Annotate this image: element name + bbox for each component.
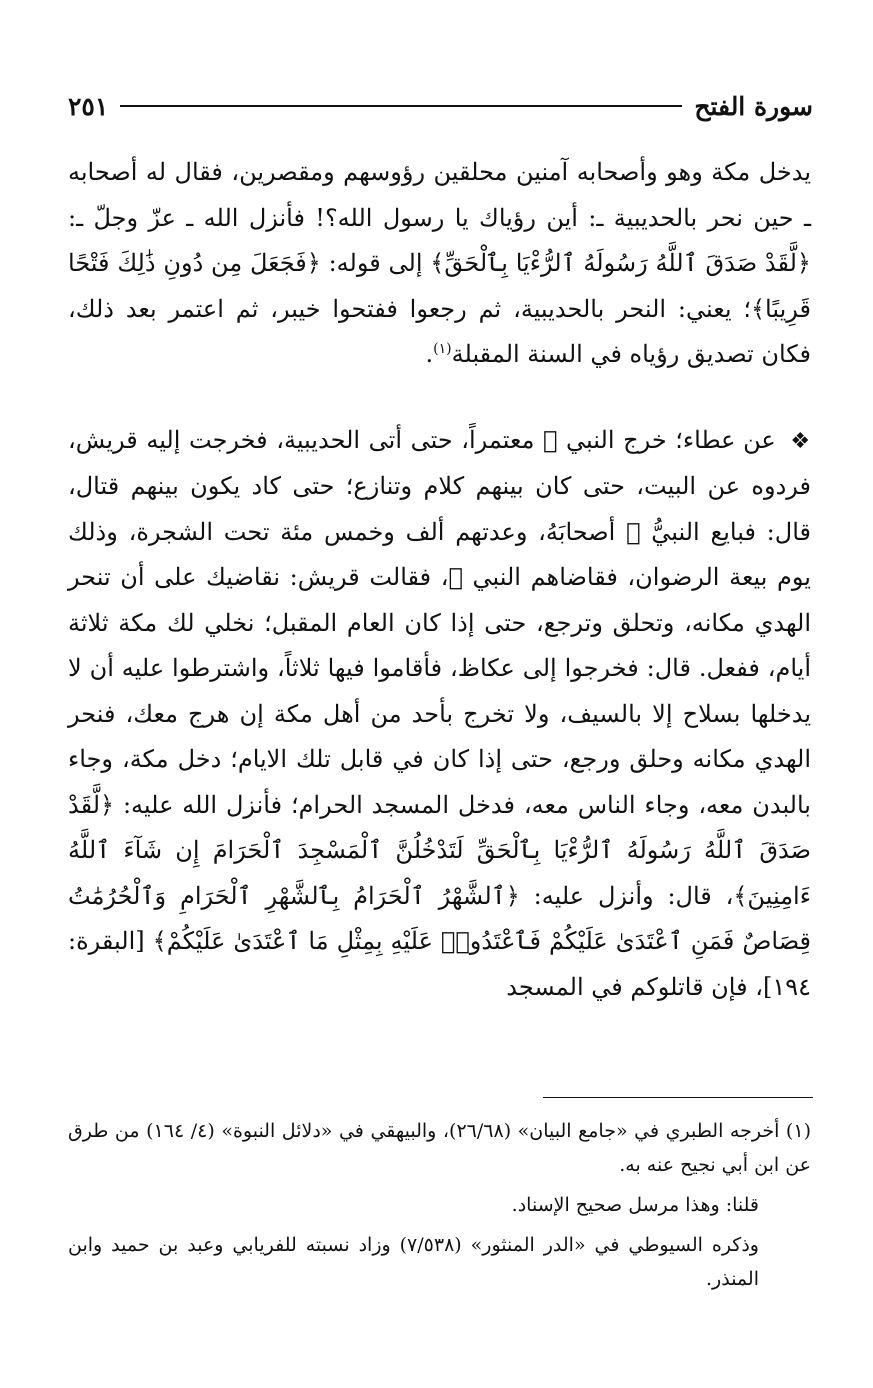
paragraph-1 — [68, 150, 811, 378]
page-number: ٢٥١ — [68, 91, 109, 121]
header-rule — [120, 105, 682, 107]
main-text — [68, 150, 811, 1010]
footnote-1: (١) أخرجه الطبري في «جامع البيان» (٢٦/٦٨)، والبيهقي في «دلائل النبوة» (٤/ ١٦٤) من طرق عن ابن أبي نجيح عنه به. — [68, 1120, 811, 1176]
footnotes — [68, 1114, 811, 1296]
paragraph-1-text: يدخل مكة وهو وأصحابه آمنين محلقين رؤوسهم ومقصرين، فقال له أصحابه ـ حين نحر بالحديبية ـ: أين رؤياك يا رسول الله؟! فأنزل الله ـ عزّ وجلّ ـ: ﴿لَّقَدْ صَدَقَ ٱللَّهُ رَسُولَهُ ٱلرُّءْيَا بِٱلْحَقِّ﴾ إلى قوله: ﴿فَجَعَلَ مِن دُونِ ذَٰلِكَ فَتْحًا قَرِيبًا﴾؛ يعني: النحر بالحديبية، ثم رجعوا ففتحوا خيبر، ثم اعتمر بعد ذلك، فكان تصديق رؤياه في السنة المقبلة — [68, 158, 811, 368]
paragraph-2 — [68, 418, 811, 1011]
footnote-1-note: قلنا: وهذا مرسل صحيح الإسناد. — [511, 1194, 759, 1216]
footnote-ref: (١) — [433, 341, 452, 357]
diamond-bullet-icon: ❖ — [790, 428, 811, 454]
surah-title: سورة الفتح — [694, 91, 813, 121]
footnote-1-extra: وذكره السيوطي في «الدر المنثور» (٧/٥٣٨) وزاد نسبته للفريابي وعبد بن حميد وابن المنذر. — [68, 1234, 759, 1290]
paragraph-1-end: . — [425, 340, 434, 368]
paragraph-2-text: عن عطاء؛ خرج النبي ﷺ معتمراً، حتى أتى الحديبية، فخرجت إليه قريش، فردوه عن البيت، حتى كان بينهم كلام وتنازع؛ حتى كاد يكون بينهم قتال، قال: فبايع النبيُّ ﷺ أصحابَهُ، وعدتهم ألف وخمس مئة تحت الشجرة، وذلك يوم بيعة الرضوان، فقاضاهم النبي ﷺ، فقالت قريش: نقاضيك على أن تنحر الهدي مكانه، وتحلق وترجع، حتى إذا كان العام المقبل؛ نخلي لك مكة ثلاثة أيام، ففعل. قال: فخرجوا إلى عكاظ، فأقاموا فيها ثلاثاً، واشترطوا عليه أن لا يدخلها بسلاح إلا بالسيف، ولا تخرج بأحد من أهل مكة إن هرج معك، فنحر الهدي مكانه وحلق ورجع، حتى إذا كان في قابل تلك الايام؛ دخل مكة، وجاء بالبدن معه، وجاء الناس معه، فدخل المسجد الحرام؛ فأنزل الله عليه: ﴿لَّقَدْ صَدَقَ ٱللَّهُ رَسُولَهُ ٱلرُّءْيَا بِٱلْحَقِّ لَتَدْخُلُنَّ ٱلْمَسْجِدَ ٱلْحَرَامَ إِن شَآءَ ٱللَّهُ ءَامِنِينَ﴾، قال: وأنزل عليه: ﴿ٱلشَّهْرُ ٱلْحَرَامُ بِٱلشَّهْرِ ٱلْحَرَامِ وَٱلْحُرُمَٰتُ قِصَاصٌ فَمَنِ ٱعْتَدَىٰ عَلَيْكُمْ فَٱعْتَدُوا۟ عَلَيْهِ بِمِثْلِ مَا ٱعْتَدَىٰ عَلَيْكُمْ﴾ [البقرة: ١٩٤]، فإن قاتلوكم في المسجد — [68, 425, 811, 1001]
footnote-separator — [543, 1097, 813, 1098]
page-header — [68, 86, 813, 126]
